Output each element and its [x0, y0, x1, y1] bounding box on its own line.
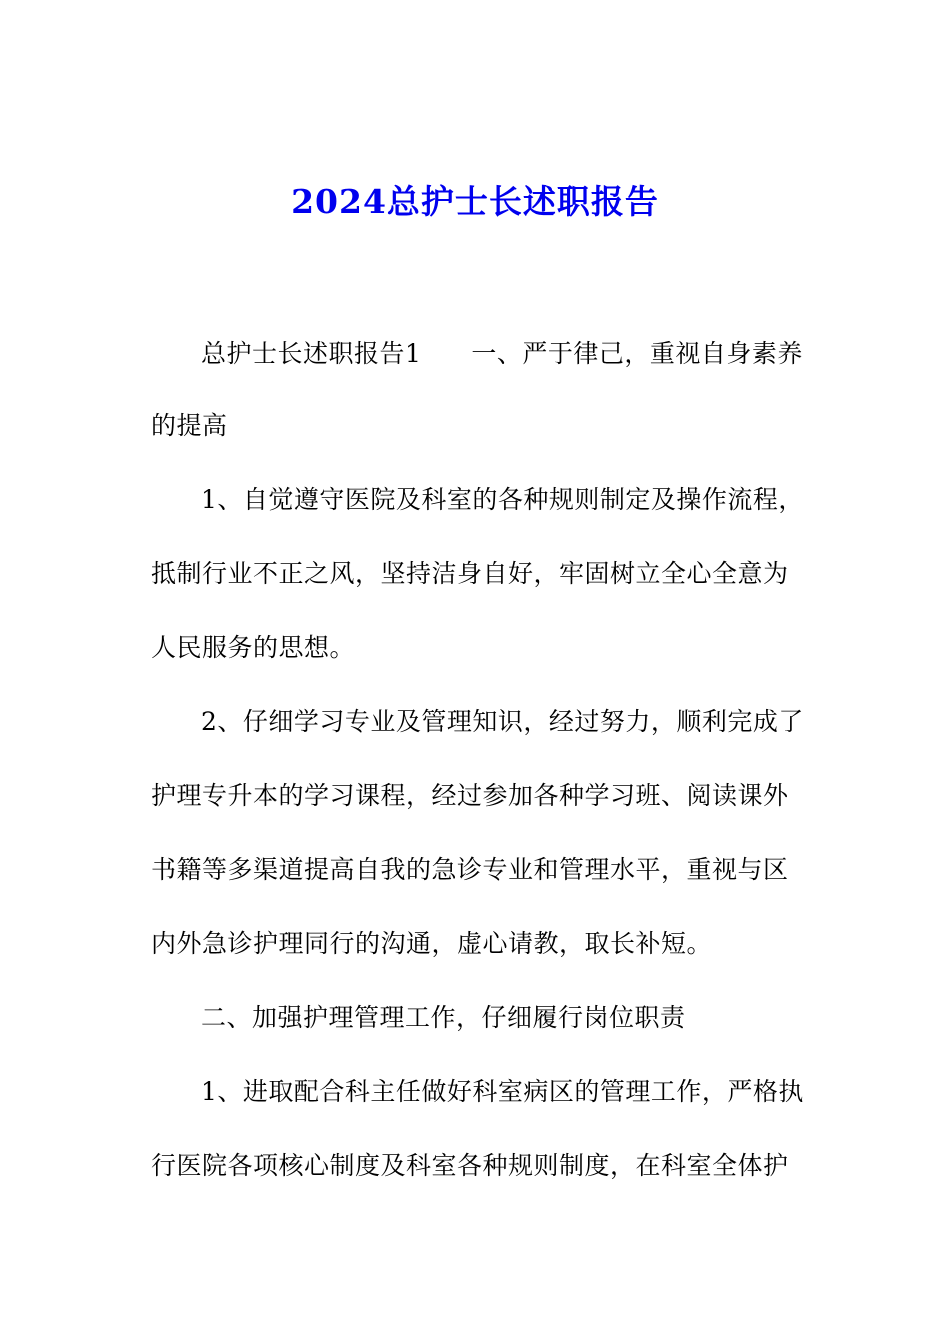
paragraph-line	[201, 336, 803, 372]
section-heading: 一、严于律己，重视自身素养	[471, 339, 803, 368]
section-heading: 二、加强护理管理工作，仔细履行岗位职责	[201, 1003, 686, 1032]
paragraph-line: 1、自觉遵守医院及科室的各种规则制定及操作流程，	[201, 485, 804, 514]
paragraph-line: 书籍等多渠道提高自我的急诊专业和管理水平，重视与区	[151, 855, 789, 884]
paragraph-line: 护理专升本的学习课程，经过参加各种学习班、阅读课外	[151, 781, 789, 810]
report-heading: 总护士长述职报告1	[201, 339, 422, 368]
paragraph-line: 人民服务的思想。	[151, 633, 356, 662]
paragraph-line: 行医院各项核心制度及科室各种规则制度，在科室全体护	[151, 1151, 789, 1180]
paragraph-line: 抵制行业不正之风，坚持洁身自好，牢固树立全心全意为	[151, 559, 789, 588]
paragraph-line: 2、仔细学习专业及管理知识，经过努力，顺利完成了	[201, 707, 804, 736]
paragraph-line: 内外急诊护理同行的沟通，虚心请教，取长补短。	[151, 929, 713, 958]
document-title: 2024总护士长述职报告	[291, 182, 659, 221]
paragraph-line: 1、进取配合科主任做好科室病区的管理工作，严格执	[201, 1077, 804, 1106]
paragraph-line: 的提高	[151, 411, 228, 440]
